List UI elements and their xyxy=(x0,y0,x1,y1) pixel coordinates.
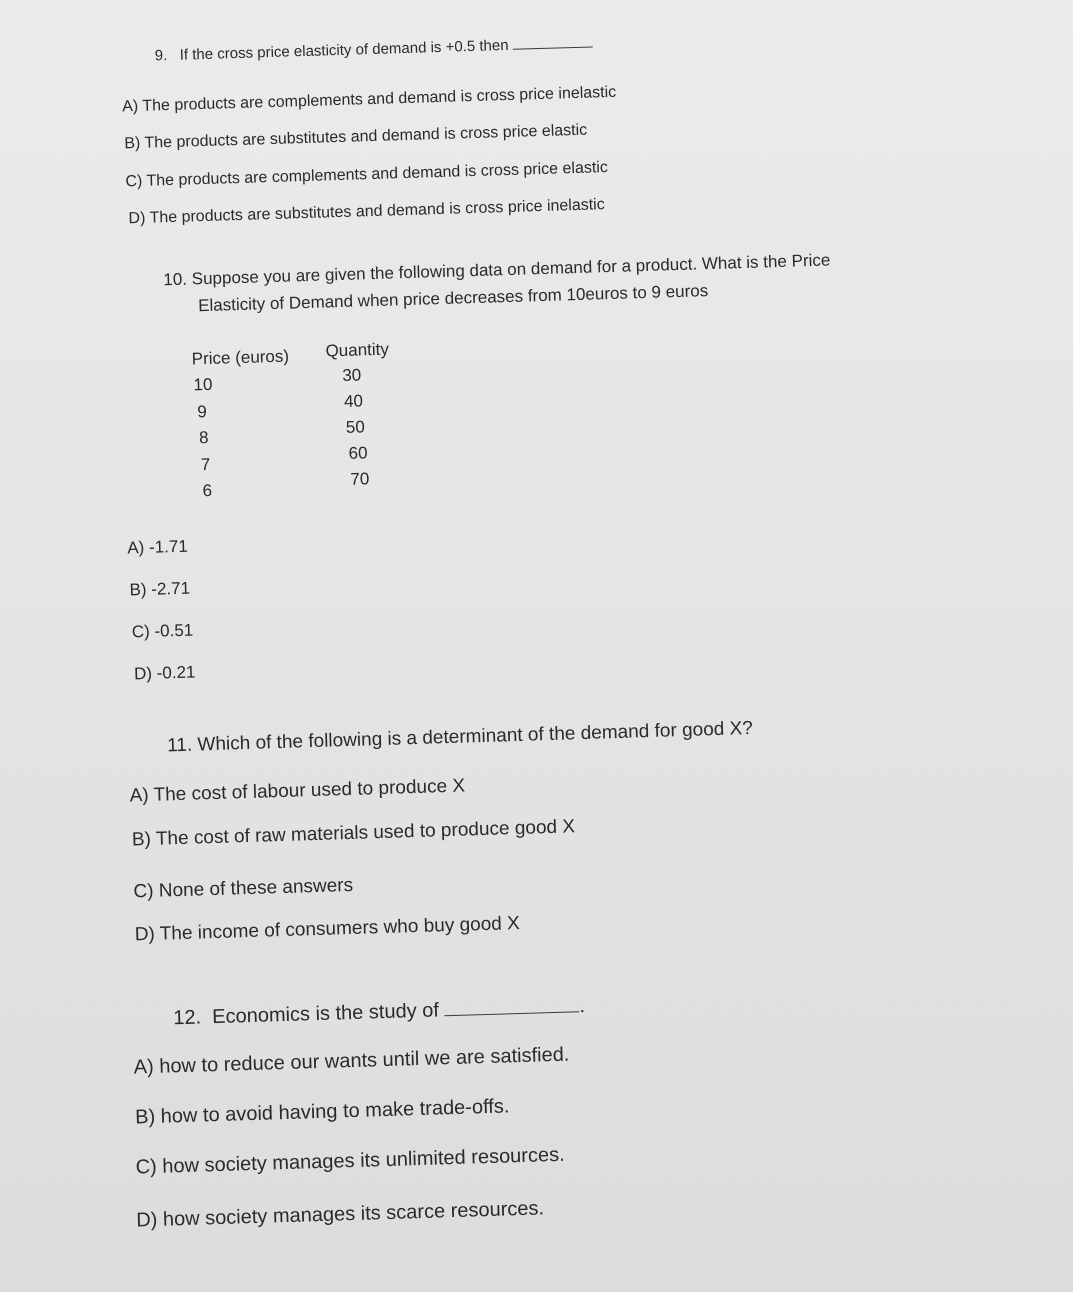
question-12-stem xyxy=(173,996,585,1028)
question-number: 10. xyxy=(163,269,188,290)
question-text: Economics is the study of xyxy=(211,999,440,1029)
table-cell-quantity: 40 xyxy=(343,391,364,411)
question-text: If the cross price elasticity of demand is +0.5 then xyxy=(179,36,509,64)
question-11-stem xyxy=(167,719,753,755)
table-cell-price: 9 xyxy=(197,402,208,422)
table-cell-quantity: 30 xyxy=(342,365,362,386)
option-c: C) how society manages its unlimited resources. xyxy=(135,1143,565,1179)
answer-blank xyxy=(513,45,593,49)
question-text: Which of the following is a determinant of the demand for good X? xyxy=(197,717,754,756)
question-10-stem-line2: Elasticity of Demand when price decreases from 10euros to 9 euros xyxy=(197,281,709,316)
option-c: C) -0.51 xyxy=(131,620,194,642)
table-header-price: Price (euros) xyxy=(191,346,290,369)
question-number: 12. xyxy=(172,1006,202,1030)
option-d: D) how society manages its scarce resources. xyxy=(135,1197,545,1232)
table-cell-price: 6 xyxy=(202,480,213,501)
stem-end: . xyxy=(579,995,586,1018)
option-a: A) how to reduce our wants until we are satisfied. xyxy=(133,1043,570,1079)
option-a: A) The products are complements and demand is cross price inelastic xyxy=(121,83,617,116)
question-10-stem-line1 xyxy=(163,251,830,288)
question-text: Suppose you are given the following data on demand for a product. What is the Price xyxy=(191,250,831,289)
option-a: A) -1.71 xyxy=(127,536,189,558)
answer-blank xyxy=(445,1010,580,1016)
option-b: B) how to avoid having to make trade-offs. xyxy=(134,1095,510,1129)
table-cell-quantity: 50 xyxy=(345,417,366,437)
option-c: C) The products are complements and demand is cross price elastic xyxy=(125,159,609,191)
option-d: D) The products are substitutes and demand is cross price inelastic xyxy=(128,196,605,228)
option-b: B) The products are substitutes and demand is cross price elastic xyxy=(124,121,588,153)
question-number: 11. xyxy=(166,734,193,757)
table-cell-price: 10 xyxy=(193,374,213,395)
option-b: B) -2.71 xyxy=(129,578,191,600)
table-cell-quantity: 70 xyxy=(350,469,370,489)
table-cell-price: 7 xyxy=(200,454,211,475)
option-d: D) The income of consumers who buy good X xyxy=(134,912,521,946)
option-c: C) None of these answers xyxy=(133,874,354,903)
question-9-stem xyxy=(155,35,593,63)
option-b: B) The cost of raw materials used to produce good X xyxy=(131,816,576,851)
option-a: A) The cost of labour used to produce X xyxy=(129,775,466,807)
option-d: D) -0.21 xyxy=(133,662,196,684)
table-header-quantity: Quantity xyxy=(325,339,390,361)
table-cell-price: 8 xyxy=(198,428,209,448)
table-cell-quantity: 60 xyxy=(348,443,368,463)
question-number: 9. xyxy=(154,47,168,65)
